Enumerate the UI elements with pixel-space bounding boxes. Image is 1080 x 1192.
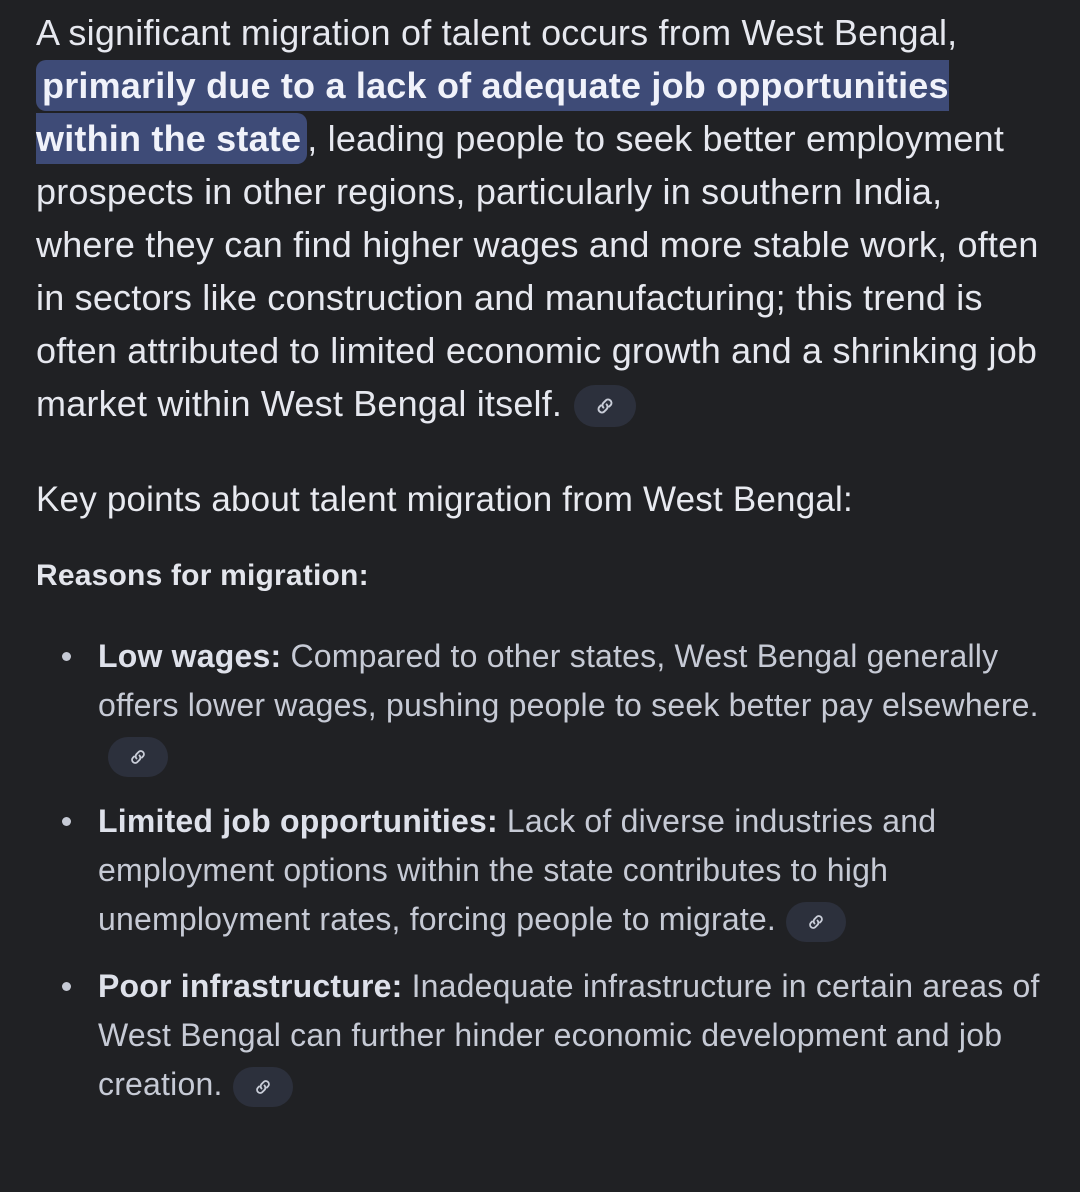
bullet-lead-low-wages: Low wages:: [98, 638, 282, 674]
citation-link-button[interactable]: [786, 902, 846, 942]
bullet-text-poor-infrastructure: Inadequate infrastructure in certain areas of West Bengal can further hinder economic development and job creation.: [98, 968, 1040, 1102]
link-icon: [805, 911, 827, 933]
bullet-text-limited-job-opportunities: Lack of diverse industries and employment options within the state contributes to high unemployment rates, forcing people to migrate.: [98, 803, 937, 937]
answer-paragraph: [36, 6, 1044, 430]
list-item-low-wages: [36, 632, 1044, 779]
reasons-heading: Reasons for migration:: [36, 559, 369, 592]
cited-highlight-text[interactable]: primarily due to a lack of adequate job opportunities within the state: [36, 60, 949, 164]
key-points-heading: Key points about talent migration from West Bengal:: [36, 480, 853, 519]
answer-text-after-highlight: , leading people to seek better employment prospects in other regions, particularly in southern India, where they can find higher wages and more stable work, often in sectors like construction and manufacturing; this trend is often attributed to limited economic growth and a shrinking job market within West Bengal itself.: [36, 118, 1039, 424]
bullet-lead-poor-infrastructure: Poor infrastructure:: [98, 968, 403, 1004]
reason-list: [36, 632, 1044, 1109]
bullet-lead-limited-job-opportunities: Limited job opportunities:: [98, 803, 498, 839]
bullet-text-low-wages: Compared to other states, West Bengal generally offers lower wages, pushing people to seek better pay elsewhere.: [98, 638, 1039, 723]
citation-link-button[interactable]: [233, 1067, 293, 1107]
link-icon: [593, 394, 617, 418]
list-item-limited-job-opportunities: [36, 797, 1044, 944]
list-item-poor-infrastructure: [36, 962, 1044, 1109]
citation-link-button[interactable]: [108, 737, 168, 777]
citation-link-button[interactable]: [574, 385, 636, 427]
answer-text-before-highlight: A significant migration of talent occurs from West Bengal,: [36, 12, 958, 53]
link-icon: [252, 1076, 274, 1098]
link-icon: [127, 746, 149, 768]
